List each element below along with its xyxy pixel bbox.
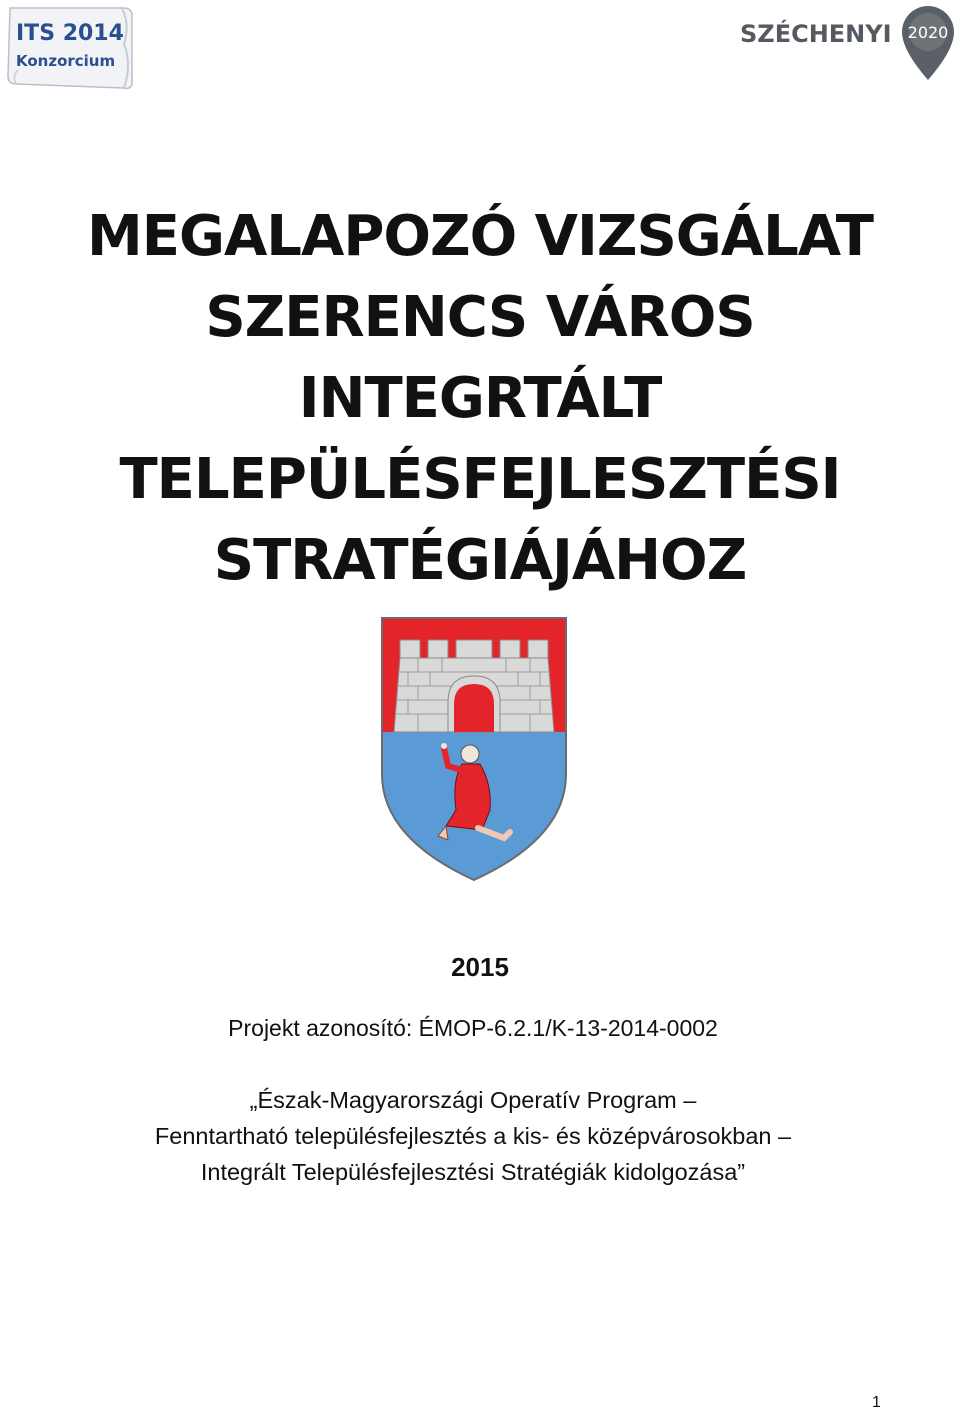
its-logo-line2: Konzorcium — [16, 52, 116, 70]
program-line-1: „Észak-Magyarországi Operatív Program – — [249, 1087, 697, 1113]
coat-of-arms-icon — [378, 614, 570, 884]
szechenyi-2020-logo-icon — [740, 4, 956, 84]
program-line-3: Integrált Településfejlesztési Stratégiák kidolgozása” — [200, 1159, 746, 1185]
szechenyi-year: 2020 — [907, 23, 949, 42]
page-number: 1 — [872, 1394, 881, 1411]
document-title — [0, 196, 960, 601]
document-year: 2015 — [451, 952, 509, 982]
title-line-3: INTEGRTÁLT — [298, 366, 662, 431]
title-line-4: TELEPÜLÉSFEJLESZTÉSI — [119, 447, 841, 512]
its-logo-line1: ITS 2014 — [16, 21, 124, 46]
its-konzorcium-logo-icon — [6, 4, 134, 90]
szechenyi-wordmark: SZÉCHENYI — [740, 20, 892, 48]
title-line-5: STRATÉGIÁJÁHOZ — [213, 528, 747, 593]
title-line-2: SZERENCS VÁROS — [205, 285, 755, 350]
project-identifier: Projekt azonosító: ÉMOP-6.2.1/K-13-2014-0002 — [228, 1015, 718, 1041]
program-description — [0, 1082, 946, 1190]
program-line-2: Fenntartható településfejlesztés a kis- és középvárosokban – — [154, 1123, 792, 1149]
title-line-1: MEGALAPOZÓ VIZSGÁLAT — [87, 204, 873, 269]
